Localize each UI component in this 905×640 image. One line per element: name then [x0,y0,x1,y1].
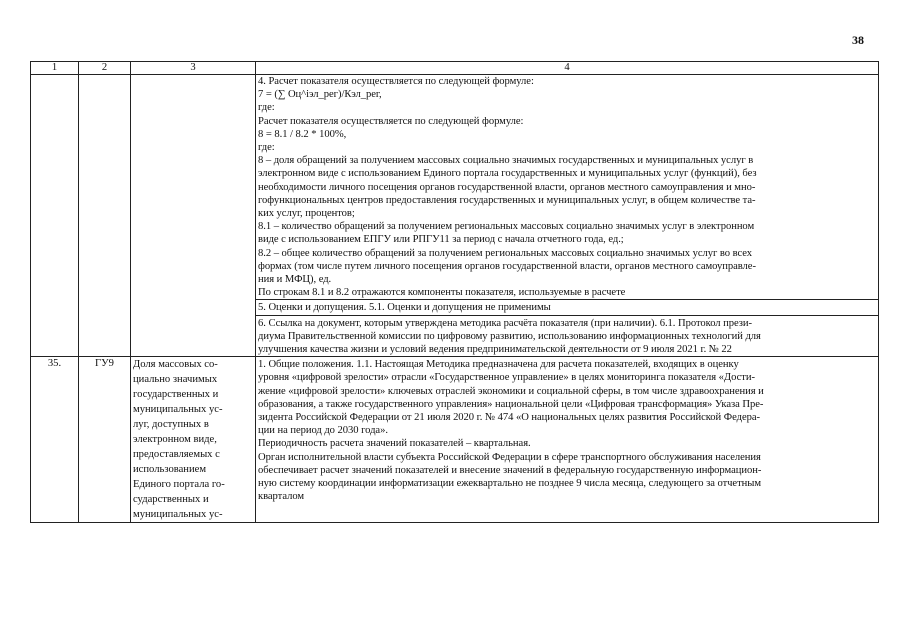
cont-col-4 [256,75,879,357]
cont-col-3 [131,75,256,357]
text-line: 7 = (∑ Оц^iэл_рег)/Кэл_рег, [258,89,382,101]
text-line: ную систему координации информатизации ежеквартально не позднее 9 числа месяца, следующего за отчетным [258,478,762,490]
page-number: 38 [852,33,864,47]
assumptions-block [255,299,879,314]
name-line: муниципальных ус- [133,404,223,416]
indicator-description [256,357,879,523]
text-line: диума Правительственной комиссии по цифровому развитию, использованию информационных технологий для [258,330,761,342]
name-line: Единого портала го- [133,479,225,491]
cont-col-2 [79,75,131,357]
header-col-2: 2 [79,62,131,75]
text-line: электронном виде с использованием Единого портала государственных и муниципальных услуг (функций), без [258,168,757,180]
text-line: 4. Расчет показателя осуществляется по следующей формуле: [258,76,534,87]
text-line: 5. Оценки и допущения. 5.1. Оценки и допущения не применимы [258,302,551,314]
methodology-table [30,61,879,523]
text-line: уровня «цифровой зрелости» отрасли «Государственное управление» в целях мониторинга показателя «Дости- [258,372,755,384]
name-line: использованием [133,464,207,476]
header-col-1: 1 [31,62,79,75]
text-line: где: [258,102,275,114]
text-line: образования, а также государственного управления» национальной цели «Цифровая трансформация» Указа Пре- [258,398,764,410]
text-line: где: [258,142,275,154]
reference-block [255,315,879,357]
text-line: 8 – доля обращений за получением массовых социально значимых государственных и муниципальных услуг в [258,155,754,167]
header-col-3: 3 [131,62,256,75]
name-line: электронном виде, [133,434,217,446]
name-line: сударственных и [133,494,209,506]
name-line: государственных и [133,389,219,401]
name-line: циально значимых [133,374,218,386]
text-line: зидента Российской Федерации от 21 июля 2020 г. № 474 «О национальных целях развития Российской Федера- [258,412,760,424]
text-line: 6. Ссылка на документ, которым утверждена методика расчёта показателя (при наличии). 6.1. Протокол прези- [258,317,753,329]
text-line: жение «цифровой зрелости» ключевых отраслей экономики и социальной сферы, в том числе здравоохранения и [258,385,764,397]
text-line: 1. Общие положения. 1.1. Настоящая Методика предназначена для расчета показателей, входящих в оценку [258,359,739,371]
text-line: Орган исполнительной власти субъекта Российской Федерации в сфере транспортного обслуживания населения [258,451,761,463]
text-line: Периодичность расчета значений показателей – квартальная. [258,438,531,450]
table-row-35 [31,357,879,523]
calculation-block [258,75,876,299]
text-line: ких услуг, процентов; [258,208,355,220]
name-line: предоставляемых с [133,449,220,461]
text-line: По строкам 8.1 и 8.2 отражаются компоненты показателя, используемые в расчете [258,287,626,299]
text-line: обеспечивает расчет значений показателей и внесение значений в федеральную государственную информацион- [258,464,762,476]
indicator-code: ГУ9 [79,357,131,523]
text-line: формах (том числе путем личного посещения органов государственной власти, органов местного самоуправле- [258,260,756,272]
name-line: луг, доступных в [133,419,209,431]
text-line: ции на период до 2030 года». [258,425,388,437]
name-line: Доля массовых со- [133,359,218,371]
row-number: 35. [31,357,79,523]
text-line: 8 = 8.1 / 8.2 * 100%, [258,128,347,140]
text-line: ния и МФЦ), ед. [258,274,332,286]
text-line: Расчет показателя осуществляется по следующей формуле: [258,115,524,127]
header-col-4: 4 [256,62,879,75]
text-line: 8.1 – количество обращений за получением региональных массовых социально значимых услуг в электронном [258,221,755,233]
continuation-row [31,75,879,357]
text-line: улучшения качества жизни и условий ведения предпринимательской деятельности от 9 июля 2021 г. № 22 [258,344,732,356]
text-line: кварталом [258,491,305,503]
text-line: необходимости личного посещения органов государственной власти, органов местного самоуправления и мно- [258,181,756,193]
name-line: муниципальных ус- [133,509,223,521]
text-line: 8.2 – общее количество обращений за получением региональных массовых социально значимых услуг во всех [258,247,753,259]
text-line: виде с использованием ЕПГУ или РПГУ11 за период с начала отчетного года, ед.; [258,234,624,246]
text-line: гофункциональных центров предоставления государственных и муниципальных услуг, в общем количестве та- [258,194,756,206]
indicator-name [131,357,256,523]
cont-col-1 [31,75,79,357]
header-row [31,62,879,75]
